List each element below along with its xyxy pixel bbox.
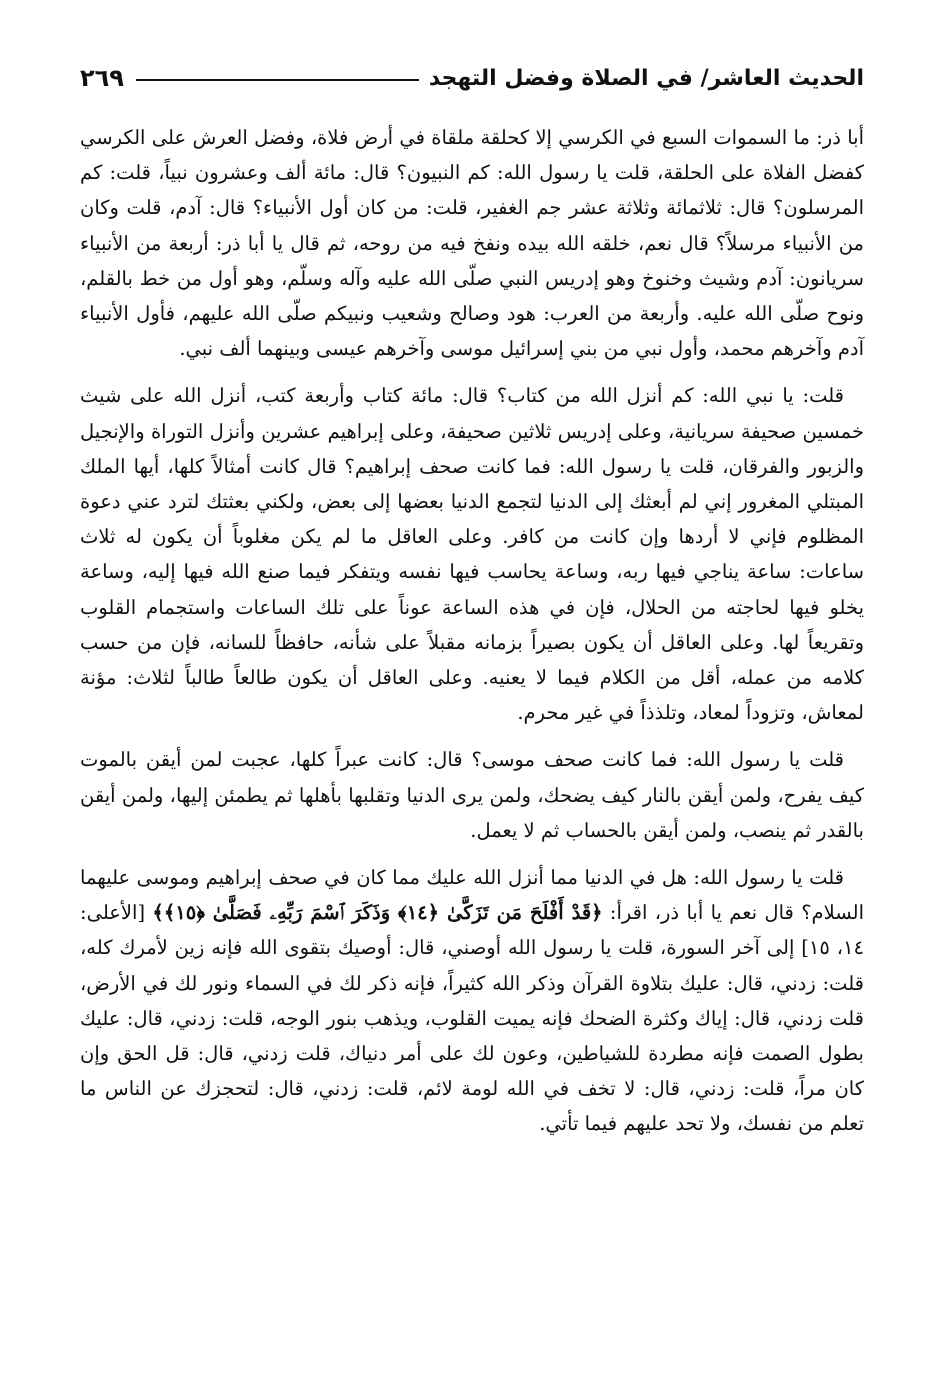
paragraph-4 — [80, 860, 864, 1142]
paragraph-4-text-end: [الأعلى: ١٤، ١٥] إلى آخر السورة، قلت يا رسول الله أوصني، قال: أوصيك بتقوى الله فإنه زين لأمرك كله، قلت: زدني، قال: عليك بتلاوة القرآن وذكر الله كثيراً، فإنه ذكر لك في السماء ونور لك في الأرض، قلت زدني، قال: إياك وكثرة الضحك فإنه يميت القلوب، ويذهب بنور الوجه، قلت: زدني، قال: عليك بطول الصمت فإنه مطردة للشياطين، وعون لك على أمر دنياك، قلت زدني، قال: قل الحق وإن كان مراً، قلت: زدني، قال: لا تخف في الله لومة لائم، قلت: زدني، قال: لتحجزك عن الناس ما تعلم من نفسك، ولا تحد عليهم فيما تأتي. — [80, 901, 864, 1136]
quran-verse: ﴿قَدْ أَفْلَحَ مَن تَزَكَّىٰ ﴿١٤﴾ وَذَكَرَ ٱسْمَ رَبِّهِۦ فَصَلَّىٰ ﴿١٥﴾﴾ — [152, 901, 603, 925]
paragraph-1: أبا ذر: ما السموات السبع في الكرسي إلا كحلقة ملقاة في أرض فلاة، وفضل العرش على الكرسي كفضل الفلاة على الحلقة، قلت يا رسول الله: كم النبيون؟ قال: مائة ألف وعشرون نبياً، قلت: كم المرسلون؟ قال: ثلاثمائة وثلاثة عشر جم الغفير، قلت: من كان أول الأنبياء؟ قال: آدم، قلت وكان من الأنبياء مرسلاً؟ قال نعم، خلقه الله بيده ونفخ فيه من روحه، ثم قال يا أبا ذر: أربعة من الأنبياء سريانون: آدم وشيث وخنوخ وهو إدريس النبي صلّى الله عليه وآله وسلّم، وهو أول من خط بالقلم، ونوح صلّى الله عليه. وأربعة من العرب: هود وصالح وشعيب ونبيكم صلّى الله عليهم، فأول الأنبياء آدم وآخرهم محمد، وأول نبي من بني إسرائيل موسى وآخرهم عيسى وبينهما ألف نبي. — [80, 126, 864, 361]
paragraph-4-text-start: قلت يا رسول الله: هل في الدنيا مما أنزل الله عليك مما كان في صحف إبراهيم وموسى عليهما السلام؟ قال نعم يا أبا ذر، اقرأ: — [80, 866, 865, 925]
chapter-title: الحديث العاشر/ في الصلاة وفضل التهجد — [428, 65, 864, 91]
paragraph-3-text: قلت يا رسول الله: فما كانت صحف موسى؟ قال: كانت عبراً كلها، عجبت لمن أيقن بالموت كيف يفرح، ولمن أيقن بالنار كيف يضحك، ولمن يرى الدنيا وتقلبها بأهلها ثم يطمئن إليها، ولمن أيقن بالقدر ثم ينصب، ولمن أيقن بالحساب ثم لا يعمل. — [80, 748, 864, 842]
page-number: ٢٦٩ — [80, 64, 124, 92]
paragraph-2-text: قلت: يا نبي الله: كم أنزل الله من كتاب؟ قال: مائة كتاب وأربعة كتب، أنزل الله على شيث خمسين صحيفة سريانية، وعلى إدريس ثلاثين صحيفة، وعلى إبراهيم عشرين وأنزل التوراة والإنجيل والزبور والفرقان، قلت يا رسول الله: فما كانت صحف إبراهيم؟ قال كانت أمثالاً كلها، أيها الملك المبتلي المغرور إني لم أبعثك إلى الدنيا لتجمع الدنيا بعضها إلى بعض، ولكني بعثتك لترد عني دعوة المظلوم فإني لا أردها وإن كانت من كافر. وعلى العاقل ما لم يكن مغلوباً أن يكون له ثلاث ساعات: ساعة يناجي فيها ربه، وساعة يحاسب فيها نفسه ويتفكر فيما صنع الله فيها إليه، وساعة يخلو فيها لحاجته من الحلال، فإن في هذه الساعة عوناً على تلك الساعات واستجمام القلوب وتقريعاً لها. وعلى العاقل أن يكون بصيراً بزمانه مقبلاً على شأنه، حافظاً للسانه، فإن من حسب كلامه من عمله، أقل من الكلام فيما لا يعنيه. وعلى العاقل أن يكون طالعاً طالباً لثلاث: مؤنة لمعاش، وتزوداً لمعاد، وتلذذاً في غير محرم. — [80, 384, 864, 725]
paragraph-2 — [80, 378, 864, 730]
page-body — [80, 120, 864, 1142]
running-header — [80, 58, 864, 98]
paragraph-3 — [80, 742, 864, 848]
header-rule — [136, 79, 419, 81]
